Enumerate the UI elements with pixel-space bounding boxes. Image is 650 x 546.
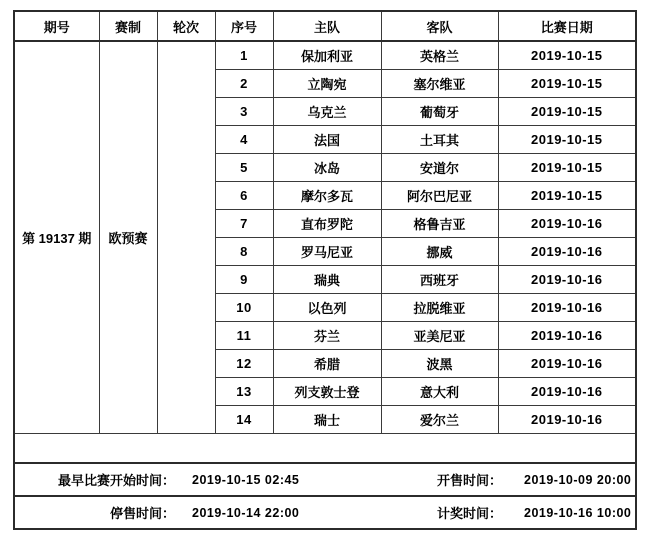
cell-home-team: 摩尔多瓦 (273, 182, 381, 210)
table-row (14, 41, 636, 70)
stop-sale-value: 2019-10-14 22:00 (192, 505, 300, 520)
col-header-home-team: 主队 (273, 11, 381, 41)
cell-match-date: 2019-10-15 (498, 154, 636, 182)
earliest-start-value: 2019-10-15 02:45 (192, 472, 300, 487)
col-header-period: 期号 (14, 11, 99, 41)
footer-line-close (15, 503, 635, 522)
cell-seq: 4 (215, 126, 273, 154)
cell-match-date: 2019-10-16 (498, 322, 636, 350)
cell-match-date: 2019-10-16 (498, 350, 636, 378)
spacer-cell (14, 434, 636, 464)
cell-home-team: 保加利亚 (273, 41, 381, 70)
period-cell: 第 19137 期 (14, 41, 99, 434)
format-cell: 欧预赛 (99, 41, 157, 434)
cell-seq: 10 (215, 294, 273, 322)
cell-home-team: 乌克兰 (273, 98, 381, 126)
round-cell (157, 41, 215, 434)
cell-away-team: 意大利 (381, 378, 498, 406)
cell-seq: 11 (215, 322, 273, 350)
prize-calc-value: 2019-10-16 10:00 (524, 505, 632, 520)
table-body (14, 41, 636, 529)
cell-match-date: 2019-10-16 (498, 238, 636, 266)
cell-away-team: 爱尔兰 (381, 406, 498, 434)
cell-away-team: 英格兰 (381, 41, 498, 70)
footer-cell-close (14, 496, 636, 529)
cell-seq: 3 (215, 98, 273, 126)
col-header-format: 赛制 (99, 11, 157, 41)
cell-away-team: 格鲁吉亚 (381, 210, 498, 238)
cell-seq: 8 (215, 238, 273, 266)
footer-row-close (14, 496, 636, 529)
cell-home-team: 瑞士 (273, 406, 381, 434)
cell-match-date: 2019-10-15 (498, 98, 636, 126)
cell-away-team: 安道尔 (381, 154, 498, 182)
cell-seq: 5 (215, 154, 273, 182)
col-header-seq: 序号 (215, 11, 273, 41)
cell-home-team: 芬兰 (273, 322, 381, 350)
prize-calc-label: 计奖时间： (436, 506, 502, 521)
header-row (14, 11, 636, 41)
on-sale-value: 2019-10-09 20:00 (524, 472, 632, 487)
spacer-row (14, 434, 636, 464)
earliest-start-label: 最早比赛开始时间： (57, 473, 175, 488)
table-header (14, 11, 636, 41)
stop-sale-label: 停售时间： (109, 506, 175, 521)
cell-away-team: 拉脱维亚 (381, 294, 498, 322)
cell-seq: 12 (215, 350, 273, 378)
cell-seq: 2 (215, 70, 273, 98)
cell-match-date: 2019-10-16 (498, 378, 636, 406)
cell-away-team: 波黑 (381, 350, 498, 378)
cell-away-team: 西班牙 (381, 266, 498, 294)
cell-home-team: 瑞典 (273, 266, 381, 294)
cell-seq: 1 (215, 41, 273, 70)
cell-seq: 9 (215, 266, 273, 294)
cell-home-team: 列支敦士登 (273, 378, 381, 406)
footer-cell-sale (14, 463, 636, 496)
cell-away-team: 阿尔巴尼亚 (381, 182, 498, 210)
cell-seq: 6 (215, 182, 273, 210)
cell-away-team: 葡萄牙 (381, 98, 498, 126)
cell-home-team: 罗马尼亚 (273, 238, 381, 266)
col-header-away-team: 客队 (381, 11, 498, 41)
cell-match-date: 2019-10-15 (498, 70, 636, 98)
cell-away-team: 亚美尼亚 (381, 322, 498, 350)
col-header-match-date: 比赛日期 (498, 11, 636, 41)
cell-match-date: 2019-10-16 (498, 406, 636, 434)
match-schedule-table (13, 10, 637, 530)
cell-match-date: 2019-10-15 (498, 41, 636, 70)
cell-home-team: 直布罗陀 (273, 210, 381, 238)
cell-seq: 14 (215, 406, 273, 434)
footer-row-sale (14, 463, 636, 496)
cell-home-team: 冰岛 (273, 154, 381, 182)
cell-match-date: 2019-10-16 (498, 294, 636, 322)
cell-match-date: 2019-10-15 (498, 126, 636, 154)
cell-seq: 13 (215, 378, 273, 406)
footer-line-sale (15, 470, 635, 489)
on-sale-label: 开售时间： (436, 473, 502, 488)
cell-away-team: 塞尔维亚 (381, 70, 498, 98)
cell-away-team: 挪威 (381, 238, 498, 266)
cell-home-team: 希腊 (273, 350, 381, 378)
cell-match-date: 2019-10-15 (498, 182, 636, 210)
cell-home-team: 以色列 (273, 294, 381, 322)
col-header-round: 轮次 (157, 11, 215, 41)
cell-match-date: 2019-10-16 (498, 210, 636, 238)
cell-home-team: 立陶宛 (273, 70, 381, 98)
cell-seq: 7 (215, 210, 273, 238)
cell-home-team: 法国 (273, 126, 381, 154)
cell-match-date: 2019-10-16 (498, 266, 636, 294)
cell-away-team: 土耳其 (381, 126, 498, 154)
